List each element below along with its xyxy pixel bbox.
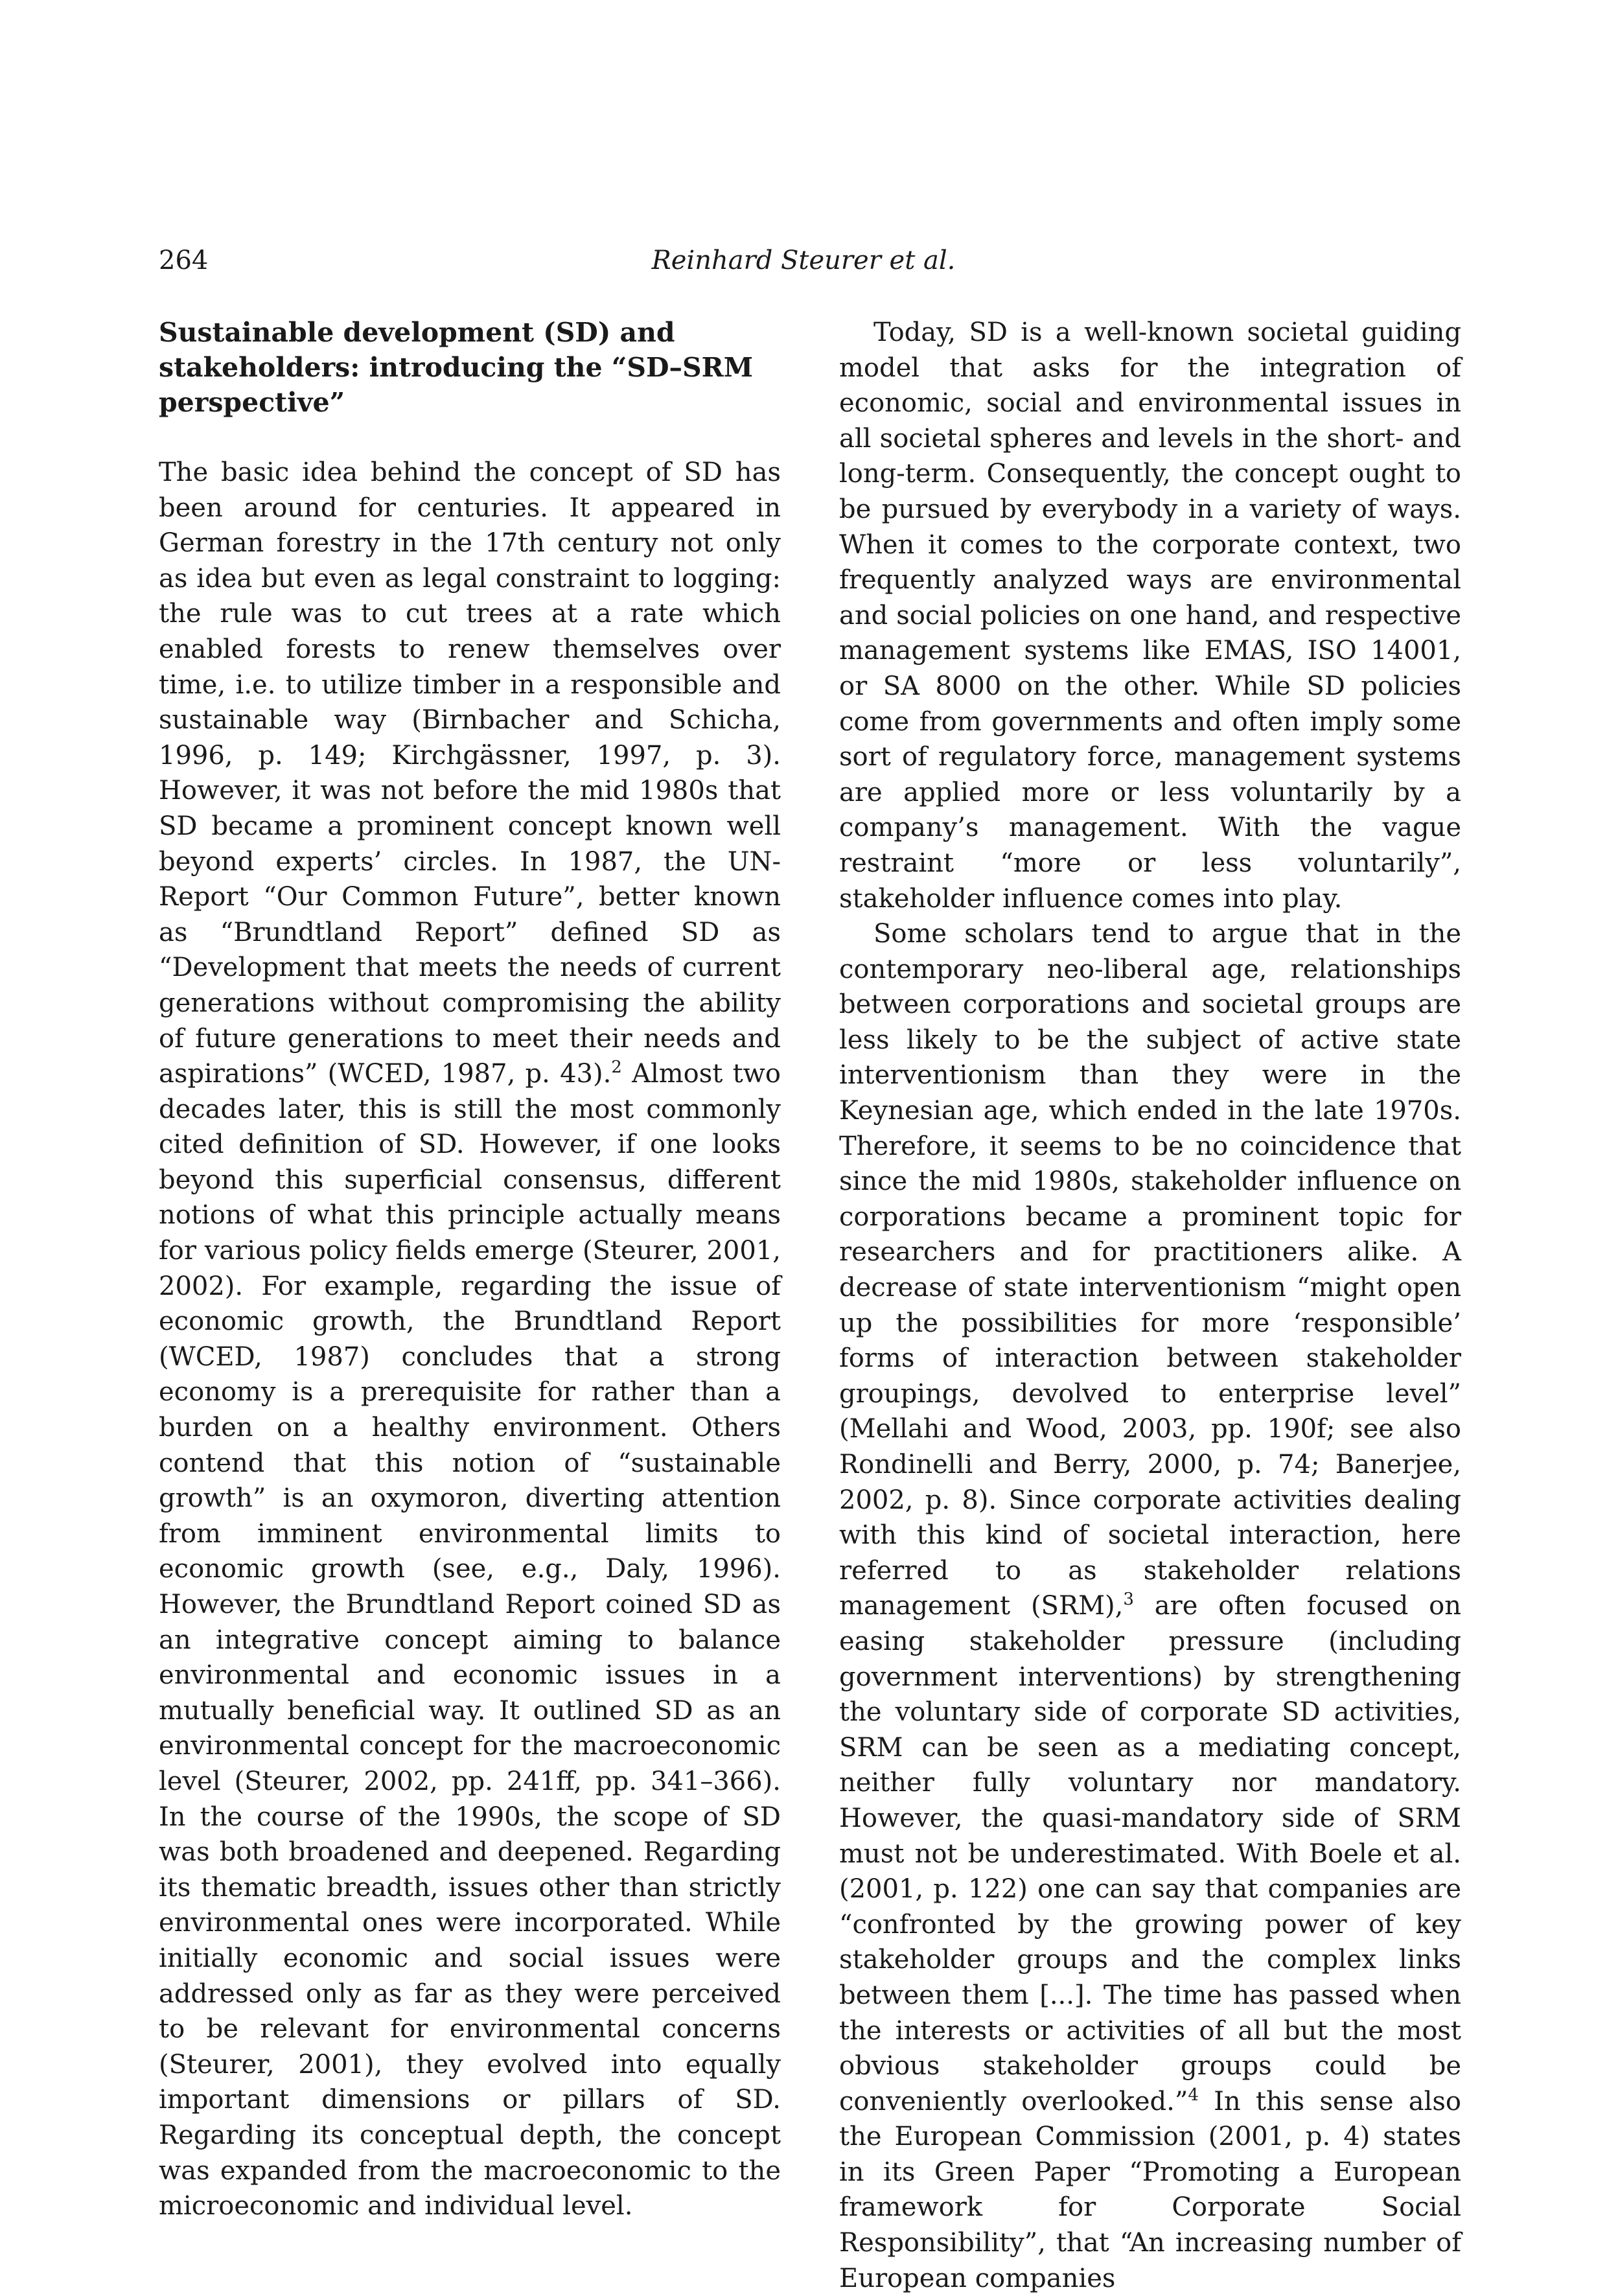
footnote-marker[interactable]: 3: [1123, 1590, 1134, 1610]
paragraph-text: Almost two decades later, this is still the most commonly cited definition of SD. However, if one looks beyond this superficial consensus, different notions of what this principle actually means for various policy fields emerge (Steurer, 2001, 2002). For example, regarding the issue of economic growth, the Brundtland Report (WCED, 1987) concludes that a strong economy is a prerequisite for rather than a burden on a healthy environment. Others contend that this notion of “sustainable growth” is an oxymoron, diverting attention from imminent environmental limits to economic growth (see, e.g., Daly, 1996). However, the Brundtland Report coined SD as an integrative concept aiming to balance environmental and economic issues in a mutually beneficial way. It outlined SD as an environmental concept for the macroeconomic level (Steurer, 2002, pp. 241ff, pp. 341–366). In the course of the 1990s, the scope of SD was both broadened and deepened. Regarding its thematic breadth, issues other than strictly environmental ones were incorporated. While initially economic and social issues were addressed only as far as they were perceived to be relevant for environmental concerns (Steurer, 2001), they evolved into equally important dimensions or pillars of SD. Regarding its conceptual depth, the concept was expanded from the macroeconomic to the microeconomic and individual level.: [159, 1059, 781, 2221]
page-header: [159, 241, 1448, 280]
body-paragraph: [159, 455, 781, 2224]
left-column: [159, 315, 781, 2224]
paragraph-text: are often focused on easing stakeholder pressure (including government interventions) by strengthening the voluntary side of corporate SD activities, SRM can be seen as a mediating concept, neither fully voluntary nor mandatory. However, the quasi-mandatory side of SRM must not be underestimated. With Boele et al. (2001, p. 122) one can say that companies are “confronted by the growing power of key stakeholder groups and the complex links between them [...]. The time has passed when the interests or activities of all but the most obvious stakeholder groups could be conveniently overlooked.”: [839, 1591, 1462, 2116]
running-head: Reinhard Steurer et al.: [651, 246, 956, 275]
paragraph-text: In this sense also the European Commission (2001, p. 4) states in its Green Paper “Promoting a European framework for Corporate Social Responsibility”, that “An increasing number of European companies: [839, 2086, 1461, 2293]
body-paragraph: [839, 916, 1461, 2296]
footnote-marker[interactable]: 2: [611, 1058, 622, 1078]
footnote-marker[interactable]: 4: [1188, 2085, 1199, 2105]
body-paragraph: Today, SD is a well-known societal guiding model that asks for the integration of economic, social and environmental issues in all societal spheres and levels in the short- and long-term. Consequently, the concept ought to be pursued by everybody in a variety of ways. When it comes to the corporate context, two frequently analyzed ways are environmental and social policies on one hand, and respective management systems like EMAS, ISO 14001, or SA 8000 on the other. While SD policies come from governments and often imply some sort of regulatory force, management systems are applied more or less voluntarily by a company’s management. With the vague restraint “more or less voluntarily”, stakeholder influence comes into play.: [839, 318, 1461, 914]
right-column: [839, 315, 1461, 2296]
page-number: 264: [159, 246, 209, 275]
section-heading: Sustainable development (SD) and stakeholders: introducing the “SD–SRM perspective”: [159, 317, 754, 418]
paragraph-text: Some scholars tend to argue that in the contemporary neo-liberal age, relationships between corporations and societal groups are less likely to be the subject of active state interventionism than they were in the Keynesian age, which ended in the late 1970s. Therefore, it seems to be no coincidence that since the mid 1980s, stakeholder influence on corporations became a prominent topic for researchers and for practitioners alike. A decrease of state interventionism “might open up the possibilities for more ‘responsible’ forms of interaction between stakeholder groupings, devolved to enterprise level” (Mellahi and Wood, 2003, pp. 190f; see also Rondinelli and Berry, 2000, p. 74; Banerjee, 2002, p. 8). Since corporate activities dealing with this kind of societal interaction, here referred to as stakeholder relations management (SRM),: [839, 919, 1461, 1621]
paragraph-text: The basic idea behind the concept of SD has been around for centuries. It appeared in German forestry in the 17th century not only as idea but even as legal constraint to logging: the rule was to cut trees at a rate which enabled forests to renew themselves over time, i.e. to utilize timber in a responsible and sustainable way (Birnbacher and Schicha, 1996, p. 149; Kirchgässner, 1997, p. 3). However, it was not before the mid 1980s that SD became a prominent concept known well beyond experts’ circles. In 1987, the UN-Report “Our Common Future”, better known as “Brundtland Report” defined SD as “Development that meets the needs of current generations without compromising the ability of future generations to meet their needs and aspirations” (WCED, 1987, p. 43).: [159, 458, 781, 1089]
